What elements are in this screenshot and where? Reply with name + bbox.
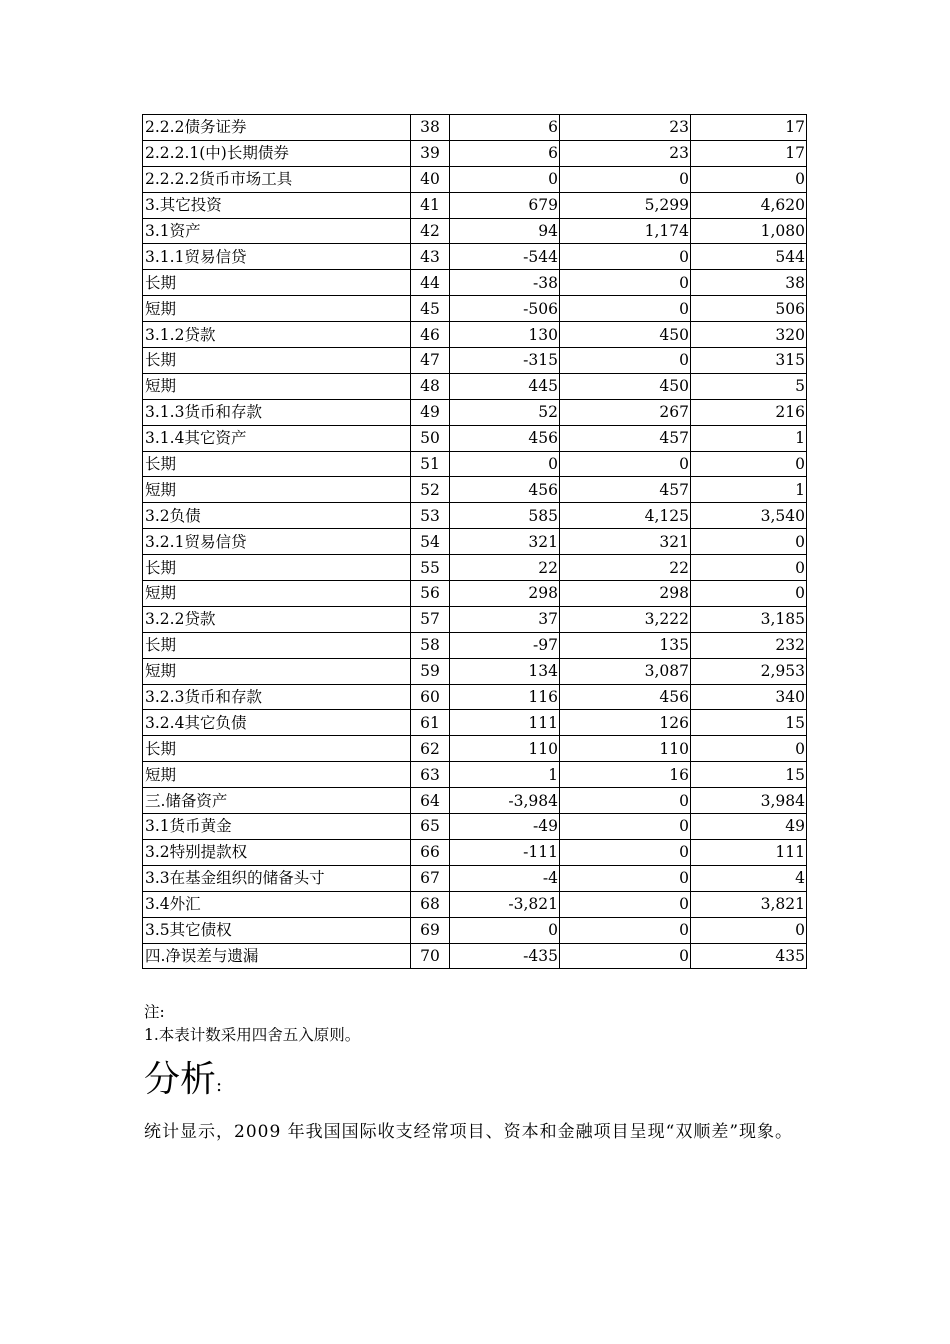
cell-item: 短期 [143,658,411,684]
table-row [143,477,807,503]
cell-credit: 450 [560,322,691,348]
cell-credit: 3,222 [560,606,691,632]
cell-credit: 0 [560,839,691,865]
cell-line-number: 63 [411,762,450,788]
table-row [143,425,807,451]
cell-line-number: 48 [411,373,450,399]
cell-debit: 340 [691,684,807,710]
cell-item: 短期 [143,296,411,322]
table-row [143,632,807,658]
cell-line-number: 54 [411,529,450,555]
cell-debit: 1,080 [691,218,807,244]
cell-item: 3.1.4其它资产 [143,425,411,451]
cell-line-number: 43 [411,244,450,270]
cell-balance: 134 [450,658,560,684]
cell-debit: 0 [691,581,807,607]
cell-item: 3.1货币黄金 [143,814,411,840]
cell-credit: 0 [560,943,691,969]
cell-line-number: 49 [411,399,450,425]
cell-line-number: 45 [411,296,450,322]
cell-debit: 17 [691,115,807,141]
cell-line-number: 51 [411,451,450,477]
cell-credit: 0 [560,917,691,943]
cell-credit: 0 [560,814,691,840]
cell-debit: 3,984 [691,788,807,814]
cell-item: 长期 [143,270,411,296]
cell-balance: 52 [450,399,560,425]
cell-balance: -315 [450,348,560,374]
cell-line-number: 39 [411,140,450,166]
cell-credit: 135 [560,632,691,658]
cell-item: 短期 [143,477,411,503]
cell-item: 3.2负债 [143,503,411,529]
cell-line-number: 46 [411,322,450,348]
cell-debit: 3,540 [691,503,807,529]
cell-balance: -435 [450,943,560,969]
cell-line-number: 60 [411,684,450,710]
cell-line-number: 70 [411,943,450,969]
cell-item: 长期 [143,555,411,581]
cell-item: 短期 [143,373,411,399]
cell-line-number: 58 [411,632,450,658]
table-row [143,244,807,270]
cell-debit: 216 [691,399,807,425]
cell-line-number: 66 [411,839,450,865]
cell-balance: -49 [450,814,560,840]
analysis-heading-colon: : [216,1075,223,1096]
cell-balance: 321 [450,529,560,555]
cell-line-number: 67 [411,865,450,891]
table-row [143,140,807,166]
cell-credit: 22 [560,555,691,581]
table-row [143,348,807,374]
cell-credit: 23 [560,140,691,166]
cell-debit: 0 [691,736,807,762]
cell-debit: 0 [691,917,807,943]
cell-debit: 3,821 [691,891,807,917]
table-row [143,581,807,607]
cell-debit: 2,953 [691,658,807,684]
cell-line-number: 68 [411,891,450,917]
cell-line-number: 44 [411,270,450,296]
cell-credit: 450 [560,373,691,399]
cell-item: 3.4外汇 [143,891,411,917]
cell-item: 3.2.2贷款 [143,606,411,632]
balance-of-payments-table [142,114,807,969]
cell-item: 3.2.1贸易信贷 [143,529,411,555]
cell-item: 2.2.2债务证券 [143,115,411,141]
table-row [143,891,807,917]
cell-balance: 6 [450,140,560,166]
cell-credit: 23 [560,115,691,141]
cell-debit: 4 [691,865,807,891]
cell-line-number: 38 [411,115,450,141]
cell-credit: 321 [560,529,691,555]
cell-item: 长期 [143,736,411,762]
cell-line-number: 53 [411,503,450,529]
note-item: 1.本表计数采用四舍五入原则。 [144,1026,361,1044]
cell-item: 长期 [143,632,411,658]
table-row [143,762,807,788]
cell-balance: 456 [450,477,560,503]
cell-balance: -111 [450,839,560,865]
cell-credit: 0 [560,348,691,374]
cell-balance: -506 [450,296,560,322]
cell-balance: 456 [450,425,560,451]
cell-line-number: 57 [411,606,450,632]
cell-credit: 0 [560,244,691,270]
cell-item: 3.2特别提款权 [143,839,411,865]
cell-credit: 126 [560,710,691,736]
table-row [143,606,807,632]
cell-balance: 94 [450,218,560,244]
cell-debit: 0 [691,555,807,581]
cell-item: 3.1.2贷款 [143,322,411,348]
cell-credit: 0 [560,451,691,477]
cell-balance: 679 [450,192,560,218]
table-row [143,218,807,244]
cell-debit: 38 [691,270,807,296]
cell-debit: 0 [691,166,807,192]
note-title: 注: [144,1003,165,1021]
cell-credit: 456 [560,684,691,710]
table-row [143,710,807,736]
cell-line-number: 56 [411,581,450,607]
table-row [143,192,807,218]
table-row [143,814,807,840]
table-row [143,684,807,710]
cell-item: 3.1.3货币和存款 [143,399,411,425]
cell-debit: 4,620 [691,192,807,218]
cell-item: 四.净误差与遗漏 [143,943,411,969]
cell-debit: 3,185 [691,606,807,632]
table-row [143,917,807,943]
cell-credit: 267 [560,399,691,425]
cell-balance: -4 [450,865,560,891]
cell-item: 3.5其它债权 [143,917,411,943]
cell-balance: 298 [450,581,560,607]
cell-line-number: 62 [411,736,450,762]
cell-item: 长期 [143,348,411,374]
cell-balance: 37 [450,606,560,632]
cell-line-number: 55 [411,555,450,581]
cell-debit: 49 [691,814,807,840]
table-row [143,451,807,477]
cell-balance: 6 [450,115,560,141]
cell-line-number: 61 [411,710,450,736]
cell-debit: 320 [691,322,807,348]
cell-line-number: 65 [411,814,450,840]
cell-credit: 0 [560,865,691,891]
cell-credit: 457 [560,425,691,451]
cell-credit: 0 [560,891,691,917]
cell-balance: 0 [450,166,560,192]
cell-credit: 457 [560,477,691,503]
cell-credit: 4,125 [560,503,691,529]
cell-item: 3.1.1贸易信贷 [143,244,411,270]
cell-item: 2.2.2.2货币市场工具 [143,166,411,192]
cell-balance: 0 [450,451,560,477]
cell-line-number: 42 [411,218,450,244]
cell-debit: 1 [691,477,807,503]
cell-item: 短期 [143,762,411,788]
cell-balance: 1 [450,762,560,788]
table-row [143,865,807,891]
cell-item: 3.其它投资 [143,192,411,218]
cell-line-number: 64 [411,788,450,814]
table-row [143,373,807,399]
cell-balance: 0 [450,917,560,943]
cell-debit: 5 [691,373,807,399]
cell-item: 2.2.2.1(中)长期债券 [143,140,411,166]
cell-balance: 585 [450,503,560,529]
cell-balance: -544 [450,244,560,270]
cell-debit: 435 [691,943,807,969]
cell-debit: 15 [691,710,807,736]
cell-line-number: 52 [411,477,450,503]
cell-line-number: 50 [411,425,450,451]
cell-line-number: 41 [411,192,450,218]
cell-item: 3.1资产 [143,218,411,244]
cell-debit: 0 [691,529,807,555]
table-row [143,296,807,322]
cell-line-number: 69 [411,917,450,943]
cell-balance: 22 [450,555,560,581]
cell-item: 3.3在基金组织的储备头寸 [143,865,411,891]
table-row [143,322,807,348]
cell-balance: -3,821 [450,891,560,917]
cell-balance: 116 [450,684,560,710]
cell-item: 3.2.3货币和存款 [143,684,411,710]
table-row [143,555,807,581]
table-row [143,839,807,865]
table-row [143,166,807,192]
analysis-heading [144,1058,222,1108]
cell-debit: 1 [691,425,807,451]
cell-credit: 0 [560,270,691,296]
cell-credit: 0 [560,296,691,322]
table-row [143,270,807,296]
cell-credit: 110 [560,736,691,762]
table-row [143,399,807,425]
analysis-paragraph: 统计显示，2009 年我国国际收支经常项目、资本和金融项目呈现“双顺差”现象。 [144,1122,794,1142]
cell-credit: 0 [560,788,691,814]
cell-balance: -3,984 [450,788,560,814]
cell-debit: 506 [691,296,807,322]
table-row [143,658,807,684]
cell-balance: 111 [450,710,560,736]
cell-credit: 0 [560,166,691,192]
cell-debit: 0 [691,451,807,477]
table-row [143,788,807,814]
cell-debit: 232 [691,632,807,658]
cell-credit: 16 [560,762,691,788]
cell-debit: 544 [691,244,807,270]
table-row [143,503,807,529]
cell-line-number: 47 [411,348,450,374]
cell-balance: 110 [450,736,560,762]
table-row [143,115,807,141]
cell-balance: 445 [450,373,560,399]
cell-credit: 3,087 [560,658,691,684]
table-row [143,529,807,555]
table-body [143,115,807,969]
analysis-heading-text: 分析 [144,1059,217,1100]
cell-debit: 17 [691,140,807,166]
cell-debit: 111 [691,839,807,865]
cell-item: 三.储备资产 [143,788,411,814]
cell-item: 长期 [143,451,411,477]
cell-credit: 5,299 [560,192,691,218]
cell-line-number: 40 [411,166,450,192]
cell-balance: 130 [450,322,560,348]
cell-debit: 15 [691,762,807,788]
cell-line-number: 59 [411,658,450,684]
cell-credit: 1,174 [560,218,691,244]
table-row [143,736,807,762]
cell-debit: 315 [691,348,807,374]
cell-balance: -97 [450,632,560,658]
table-row [143,943,807,969]
cell-credit: 298 [560,581,691,607]
cell-balance: -38 [450,270,560,296]
cell-item: 短期 [143,581,411,607]
cell-item: 3.2.4其它负债 [143,710,411,736]
